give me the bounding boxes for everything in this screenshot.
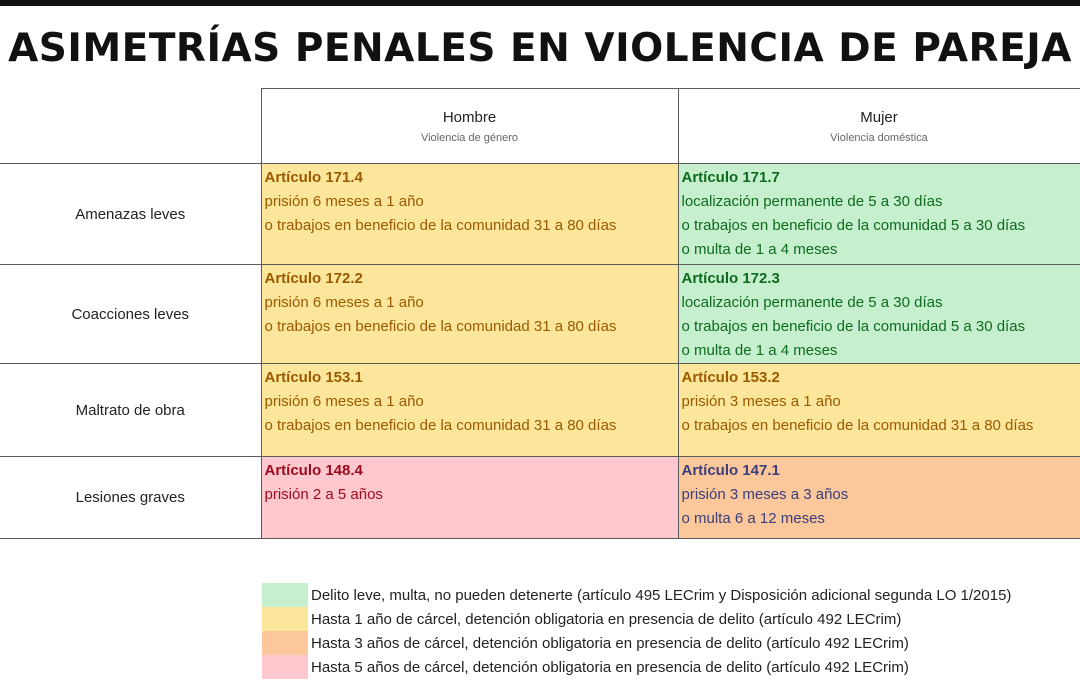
- penalty-line: prisión 6 meses a 1 año: [264, 193, 424, 210]
- column-title-mujer: Mujer: [860, 109, 898, 126]
- row-label: Coacciones leves: [0, 265, 261, 364]
- color-legend: [262, 583, 1011, 679]
- legend-item: [262, 631, 1011, 655]
- legend-item: [262, 607, 1011, 631]
- row-label: Amenazas leves: [0, 164, 261, 265]
- legend-swatch-yellow: [262, 607, 308, 631]
- legend-swatch-orange: [262, 631, 308, 655]
- penalty-cell-mujer: [678, 364, 1080, 457]
- top-border-bar: [0, 0, 1080, 6]
- header-corner-cell: [0, 89, 261, 164]
- legend-item: [262, 583, 1011, 607]
- penalty-line: o trabajos en beneficio de la comunidad 31 a 80 días: [264, 417, 617, 434]
- column-title-hombre: Hombre: [442, 109, 497, 126]
- legend-text: Delito leve, multa, no pueden detenerte (artículo 495 LECrim y Disposición adicional segunda LO 1/2015): [311, 586, 1012, 604]
- penalty-line: o multa de 1 a 4 meses: [681, 342, 838, 359]
- penalty-cell-mujer: [678, 164, 1080, 265]
- penalty-line: o trabajos en beneficio de la comunidad 31 a 80 días: [264, 318, 617, 335]
- penalty-cell-hombre: [261, 164, 678, 265]
- article-number: Artículo 172.3: [681, 270, 780, 287]
- penalty-cell-hombre: [261, 265, 678, 364]
- penalty-line: prisión 2 a 5 años: [264, 486, 383, 503]
- column-header-mujer: [678, 89, 1080, 164]
- penalty-line: o trabajos en beneficio de la comunidad 5 a 30 días: [681, 217, 1026, 234]
- legend-text: Hasta 3 años de cárcel, detención obligatoria en presencia de delito (artículo 492 LECrim): [311, 634, 909, 652]
- penalty-cell-mujer: [678, 457, 1080, 539]
- article-number: Artículo 153.2: [681, 369, 780, 386]
- column-header-hombre: [261, 89, 678, 164]
- table-row: [0, 164, 1080, 265]
- row-label: Lesiones graves: [0, 457, 261, 539]
- row-label: Maltrato de obra: [0, 364, 261, 457]
- penalty-line: localización permanente de 5 a 30 días: [681, 294, 943, 311]
- penalty-line: o trabajos en beneficio de la comunidad 5 a 30 días: [681, 318, 1026, 335]
- penalty-line: localización permanente de 5 a 30 días: [681, 193, 943, 210]
- table-row: [0, 364, 1080, 457]
- table-row: [0, 265, 1080, 364]
- article-number: Artículo 153.1: [264, 369, 363, 386]
- column-subtitle-mujer: Violencia doméstica: [830, 132, 928, 144]
- penalty-line: o trabajos en beneficio de la comunidad 31 a 80 días: [681, 417, 1034, 434]
- column-subtitle-hombre: Violencia de género: [420, 132, 519, 144]
- legend-item: [262, 655, 1011, 679]
- penalty-line: o multa 6 a 12 meses: [681, 510, 825, 527]
- article-number: Artículo 171.4: [264, 169, 363, 186]
- legend-text: Hasta 1 año de cárcel, detención obligatoria en presencia de delito (artículo 492 LECrim): [311, 610, 902, 628]
- article-number: Artículo 147.1: [681, 462, 780, 479]
- article-number: Artículo 148.4: [264, 462, 363, 479]
- penalty-line: prisión 6 meses a 1 año: [264, 393, 424, 410]
- penalty-cell-hombre: [261, 457, 678, 539]
- page-title: ASIMETRÍAS PENALES EN VIOLENCIA DE PAREJA: [8, 26, 1072, 71]
- article-number: Artículo 172.2: [264, 270, 363, 287]
- article-number: Artículo 171.7: [681, 169, 780, 186]
- penalty-comparison-table: [0, 88, 1080, 539]
- penalty-line: prisión 3 meses a 3 años: [681, 486, 849, 503]
- table-row: [0, 457, 1080, 539]
- table-body: [0, 164, 1080, 539]
- table-header-row: [0, 89, 1080, 164]
- legend-swatch-pink: [262, 655, 308, 679]
- penalty-line: prisión 6 meses a 1 año: [264, 294, 424, 311]
- legend-text: Hasta 5 años de cárcel, detención obligatoria en presencia de delito (artículo 492 LECrim): [311, 658, 909, 676]
- penalty-cell-hombre: [261, 364, 678, 457]
- legend-swatch-green: [262, 583, 308, 607]
- penalty-line: o multa de 1 a 4 meses: [681, 241, 838, 258]
- penalty-line: o trabajos en beneficio de la comunidad 31 a 80 días: [264, 217, 617, 234]
- penalty-cell-mujer: [678, 265, 1080, 364]
- penalty-line: prisión 3 meses a 1 año: [681, 393, 841, 410]
